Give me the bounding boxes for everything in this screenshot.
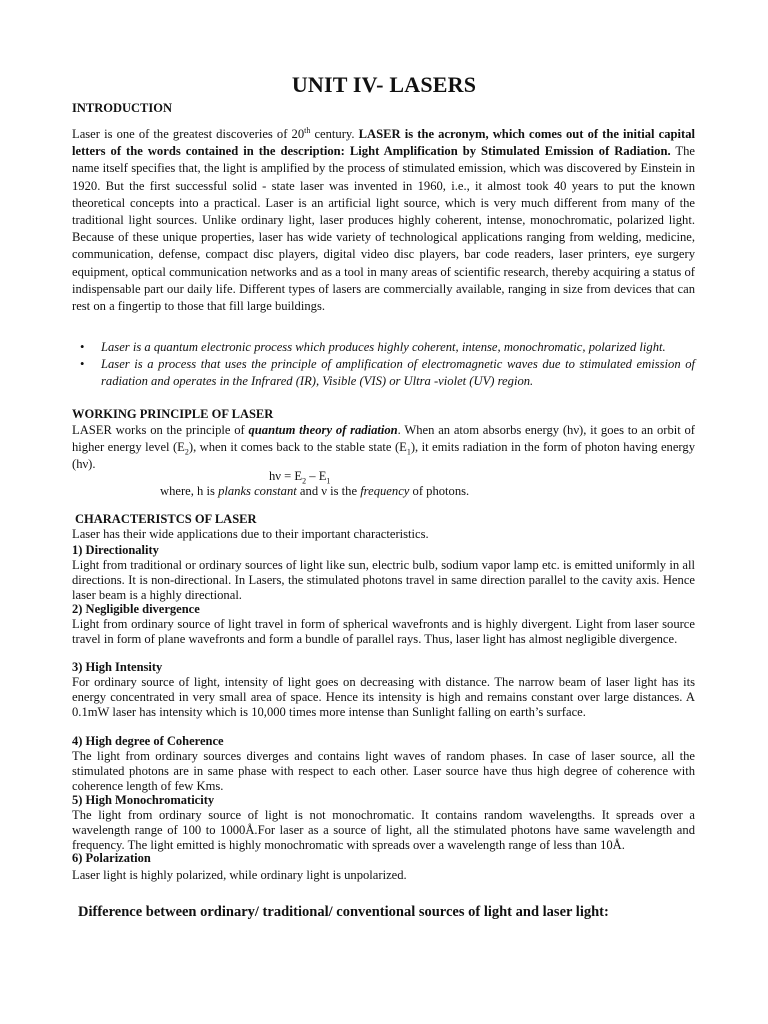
characteristic-text: Laser light is highly polarized, while ordinary light is unpolarized.	[72, 868, 407, 882]
characteristic-text: The light from ordinary source of light is not monochromatic. It contains random wavelengths. It spreads over a wavelength range of 100 to 1000Å.For laser as a source of light, all the stimulated photons have same wavelength and frequency. The light emitted is highly monochromatic with spreads over a wavelength range of less than 10Å.	[72, 808, 695, 852]
equation-legend: where, h is planks constant and ν is the frequency of photons.	[160, 484, 470, 498]
working-principle-heading: WORKING PRINCIPLE OF LASER	[72, 407, 274, 421]
bullet-list	[72, 339, 695, 391]
characteristic-heading: 5) High Monochromaticity	[72, 793, 215, 807]
list-item: • Laser is a process that uses the principle of amplification of electromagnetic waves due to stimulated emission of radiation and operates in the Infrared (IR), Visible (VIS) or Ultra -violet (UV) region.	[80, 357, 695, 389]
characteristic-heading: 4) High degree of Coherence	[72, 734, 224, 748]
characteristic-text: For ordinary source of light, intensity of light goes on decreasing with distance. The narrow beam of laser light has its energy concentrated in very small area of space. Hence its intensity is high and remains constant over large distances. A 0.1mW laser has intensity which is 10,000 times more intense than Sunlight falling on earth’s surface.	[72, 675, 695, 719]
laser-acronym-definition: LASER is the acronym, which comes out of the initial capital letters of the words contained in the description: Light Amplification by Stimulated Emission of Radiation.	[72, 127, 696, 159]
characteristic-heading: 3) High Intensity	[72, 660, 163, 674]
introduction-paragraph: Laser is one of the greatest discoveries of 20th century. LASER is the acronym, which comes out of the initial capital letters of the words contained in the description: Light Amplification by Stimulated Emission of Radiation. The name itself specifies that, the light is amplified by the process of stimulated emission, which was discovered by Einstein in 1920. But the first successful solid - state laser was invented in 1960, i.e., it almost took 40 years to put the known theoretical concepts into a practical. Laser is an artificial light source, which is very much different from many of the traditional light sources. Unlike ordinary light, laser produces highly coherent, intense, monochromatic, polarized light. Because of these unique properties, laser has wide variety of technological applications ranging from welding, medicine, communication, defense, compact disc players, digital video disc players, bar code readers, laser printers, eye surgery equipment, optical communication networks and as a tool in many areas of scientific research, thereby acquiring a status of indispensable part our daily life. Different types of lasers are commercially available, ranging in size from devices that can rest on a fingertip to those that fill large buildings.	[72, 125, 696, 314]
characteristic-text: The light from ordinary sources diverges and contains light waves of random phases. In case of laser source, all the stimulated photons are in same phase with respect to each other. Laser source have thus high degree of coherence with coherence length of few Kms.	[72, 749, 695, 793]
characteristic-heading: 6) Polarization	[72, 851, 151, 865]
characteristic-text: Light from ordinary source of light travel in form of spherical wavefronts and is highly divergent. Light from laser source travel in form of plane wavefronts and form a bundle of parallel rays. Thus, laser light has almost negligible divergence.	[72, 617, 695, 646]
characteristic-heading: 1) Directionality	[72, 543, 159, 557]
difference-heading: Difference between ordinary/ traditional/ conventional sources of light and laser light:	[78, 904, 609, 920]
energy-equation: $h\nu = E_2 - E_1$	[269, 469, 331, 486]
characteristics-heading: CHARACTERISTCS OF LASER	[75, 512, 257, 526]
characteristic-text: Light from traditional or ordinary sources of light like sun, electric bulb, sodium vapor lamp etc. is emitted uniformly in all directions. It is non-directional. In Lasers, the stimulated photons travel in same direction parallel to the cavity axis. Hence laser beam is a highly directional.	[72, 558, 695, 602]
bullet-icon: •	[80, 357, 85, 372]
bullet-icon: •	[80, 340, 85, 354]
introduction-heading: INTRODUCTION	[72, 101, 173, 115]
characteristic-heading: 2) Negligible divergence	[72, 602, 200, 616]
list-item: • Laser is a quantum electronic process which produces highly coherent, intense, monochromatic, polarized light.	[72, 339, 695, 356]
working-principle-paragraph: LASER works on the principle of quantum theory of radiation. When an atom absorbs energy (hν), it goes to an orbit of higher energy level $(E_2)$, when it comes back to the stable state $(E_1)$, it emits radiation in the form of photon having energy (hν).	[72, 423, 696, 472]
characteristics-intro: Laser has their wide applications due to their important characteristics.	[72, 527, 429, 541]
page-title: UNIT IV- LASERS	[291, 72, 477, 97]
